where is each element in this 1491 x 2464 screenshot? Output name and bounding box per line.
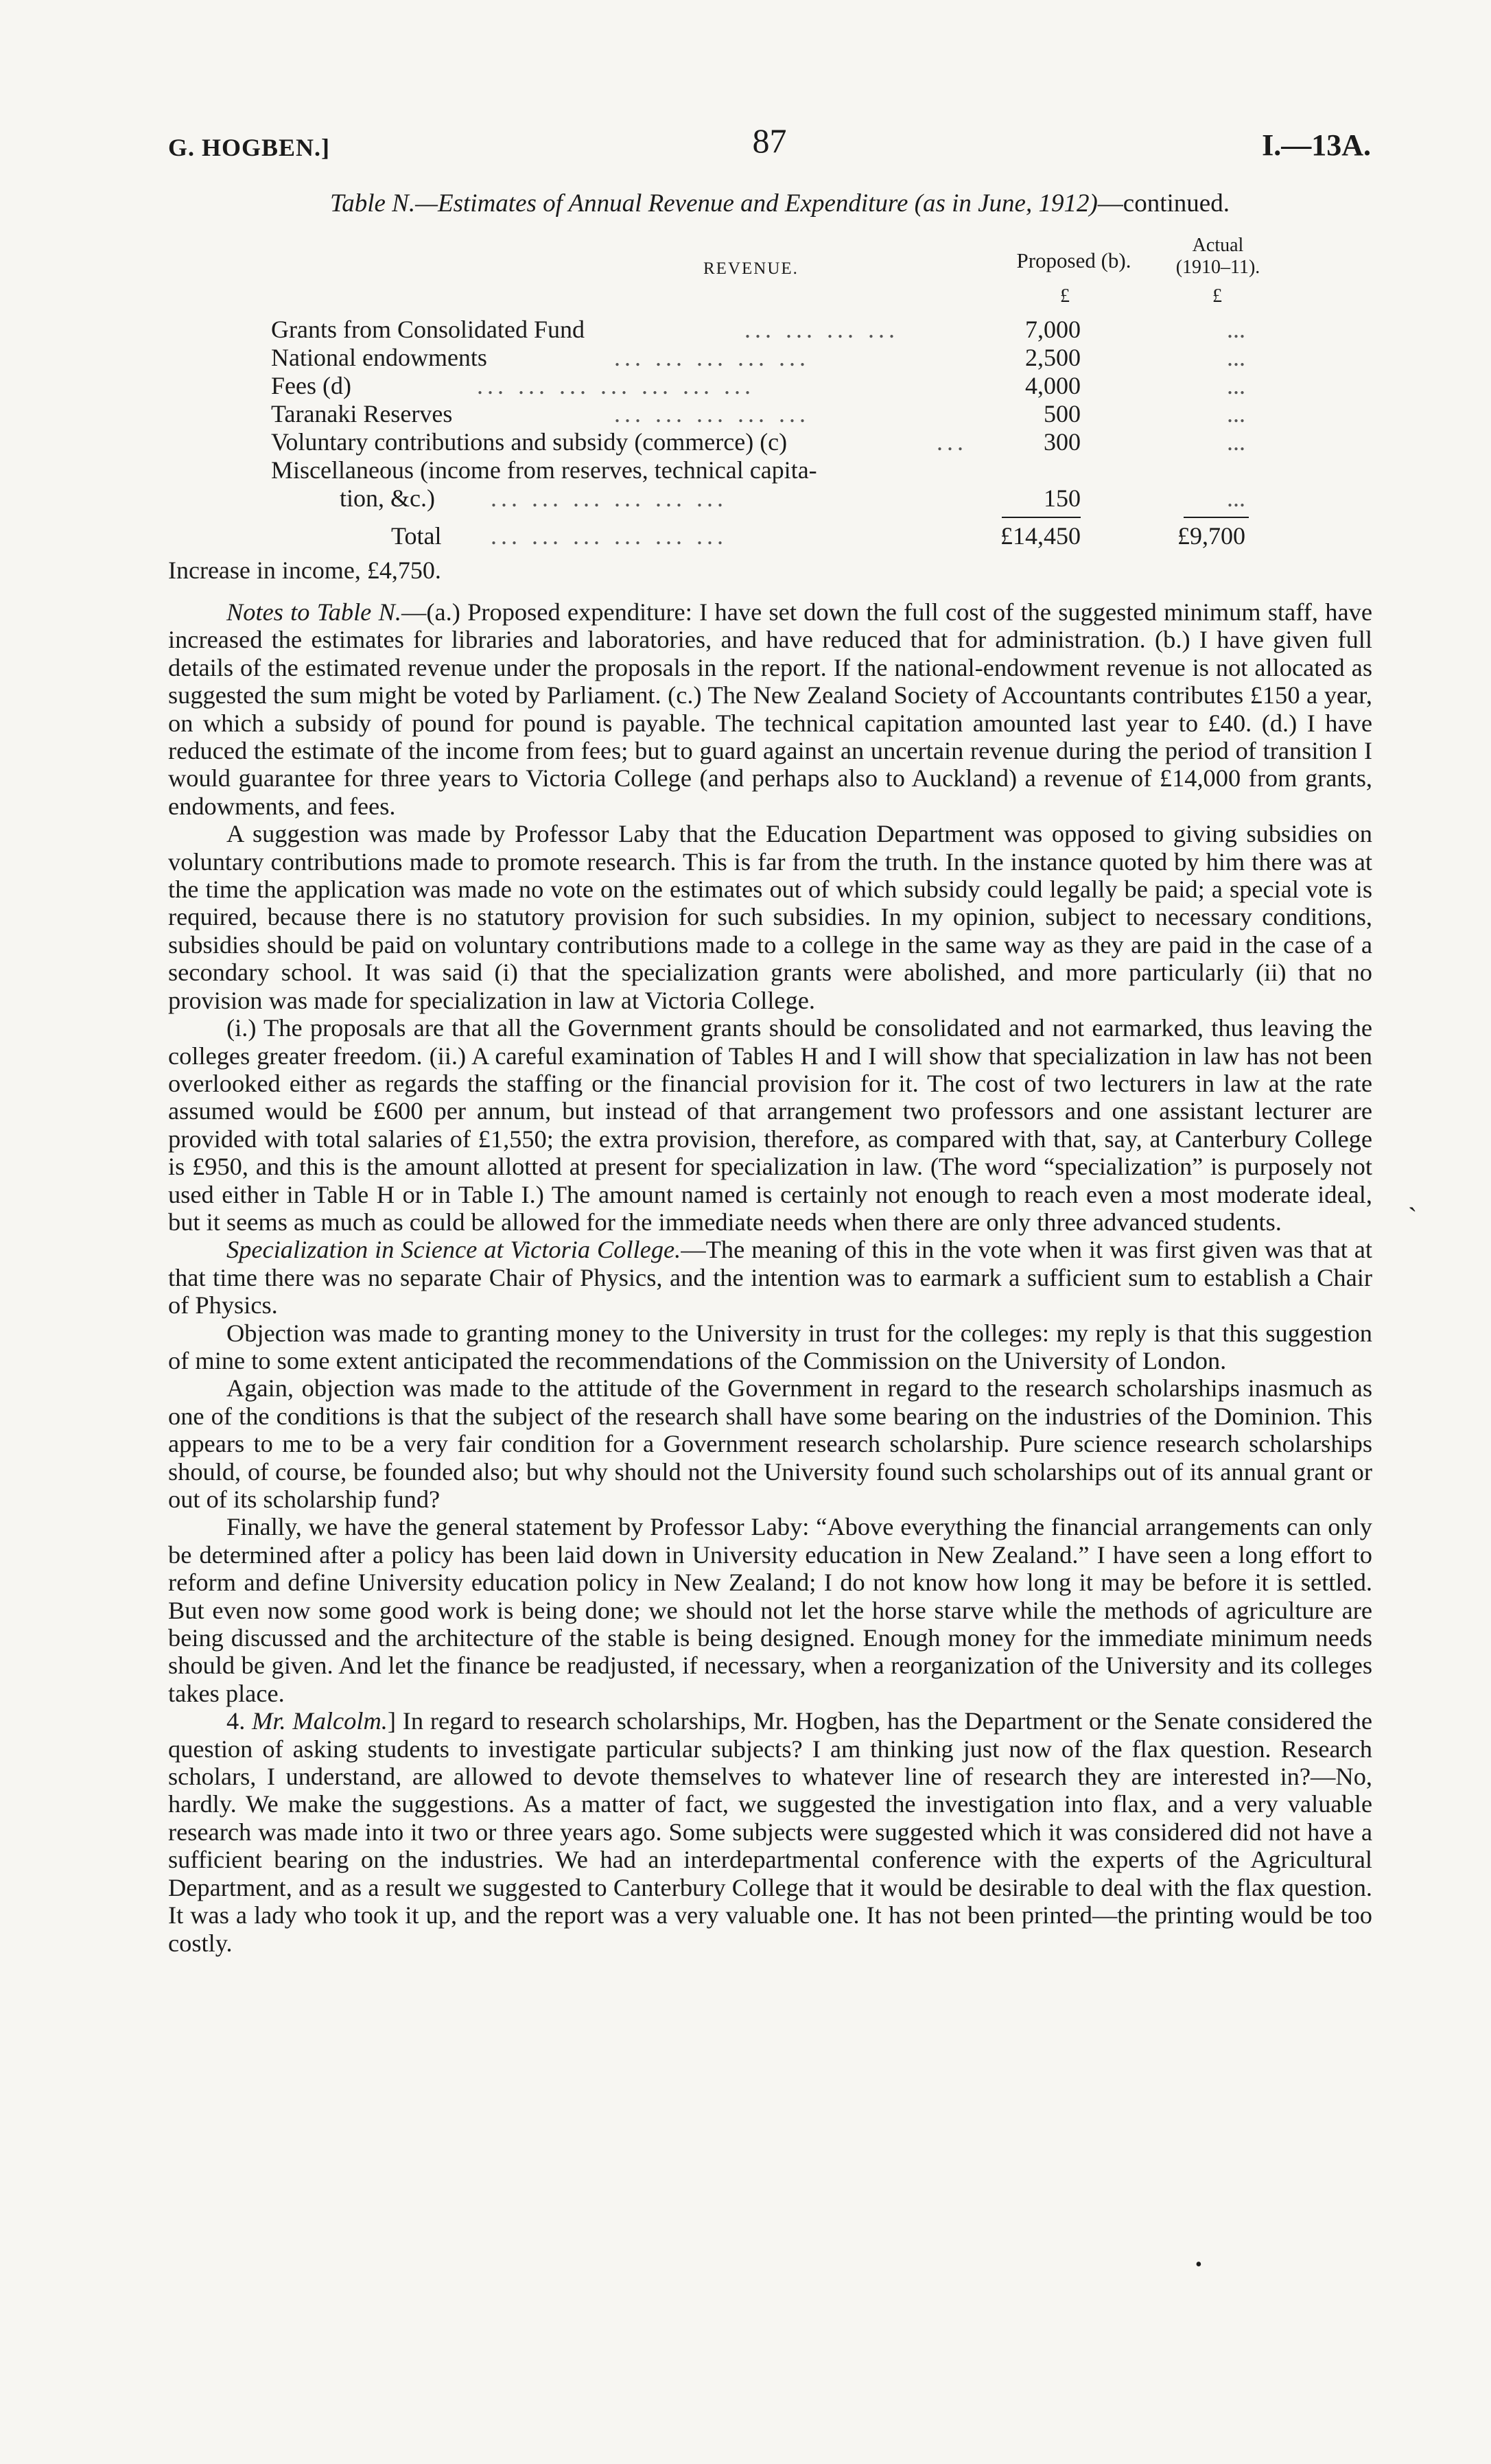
row-proposed: 500 bbox=[1044, 400, 1081, 427]
row-proposed: 2,500 bbox=[1025, 344, 1081, 371]
document-reference: I.—13A. bbox=[1262, 128, 1371, 162]
column-header-actual bbox=[1142, 235, 1293, 279]
leader-dots: ... ... ... ... ... ... ... bbox=[477, 372, 755, 399]
total-row bbox=[271, 522, 1293, 550]
total-label: Total bbox=[391, 522, 442, 550]
misc-actual: ... bbox=[1227, 484, 1245, 512]
total-actual: £9,700 bbox=[1177, 522, 1245, 550]
misc-proposed: 150 bbox=[1044, 484, 1081, 512]
paragraph: Again, objection was made to the attitude of the Government in regard to the research scholarships inasmuch as one of the conditions is that the subject of the research shall have some bearing on the industries of the Dominion. This appears to me to be a very fair condition for a Government research scholarship. Pure science research scholarships should, of course, be founded also; but why should not the University found such scholarships out of its annual grant or out of its scholarship fund? bbox=[168, 1374, 1372, 1513]
column-header-actual-line1: Actual bbox=[1192, 235, 1244, 256]
total-rules bbox=[271, 513, 1293, 522]
table-row bbox=[271, 484, 1293, 513]
row-label: Fees (d) bbox=[271, 372, 351, 399]
science-paragraph bbox=[168, 1236, 1372, 1319]
row-actual: ... bbox=[1227, 400, 1245, 427]
malcolm-text: ] In regard to research scholarships, Mr. Hogben, has the Department or the Senate considered the question of asking students to investigate particular subjects? I am thinking just now of the flax question. Research scholars, I understand, are allowed to devote themselves to whatever line of research they are interested in?—No, hardly. We make the suggestions. As a matter of fact, we suggested the investigation into flax, and a very valuable research was made into it two or three years ago. Some subjects were suggested which it was considered did not have a sufficient bearing on the industries. We had an interdepartmental conference with the experts of the Agricultural Department, and as a result we suggested to Canterbury College that it would be desirable to deal with the flax question. It was a lady who took it up, and the report was a very valuable one. It has not been printed—the printing would be too costly. bbox=[168, 1707, 1372, 1957]
leader-dots: ... ... ... ... ... bbox=[614, 400, 810, 427]
income-increase: Increase in income, £4,750. bbox=[168, 556, 441, 584]
malcolm-paragraph bbox=[168, 1707, 1372, 1957]
body-text bbox=[168, 598, 1372, 2286]
row-proposed: 7,000 bbox=[1025, 316, 1081, 343]
row-label: Grants from Consolidated Fund bbox=[271, 316, 585, 343]
paragraph: Objection was made to granting money to the University in trust for the colleges: my reply is that this suggestion of mine to some extent anticipated the recommendations of the Commission on the University of London. bbox=[168, 1319, 1372, 1374]
row-label: Taranaki Reserves bbox=[271, 400, 453, 427]
table-row bbox=[271, 316, 1293, 344]
table-row bbox=[271, 428, 1293, 456]
leader-dots: ... bbox=[937, 428, 967, 456]
notes-heading: Notes to Table N. bbox=[226, 598, 402, 626]
stray-dot-icon: • bbox=[1195, 2254, 1202, 2275]
column-header-proposed: Proposed (b). bbox=[1016, 248, 1131, 272]
header-author: G. HOGBEN.] bbox=[168, 134, 331, 161]
table-row bbox=[271, 400, 1293, 428]
row-actual: ... bbox=[1227, 372, 1245, 399]
unit-proposed: £ bbox=[1060, 285, 1070, 307]
column-header-actual-line2: (1910–11). bbox=[1175, 257, 1260, 278]
margin-mark-icon: ˏ bbox=[1408, 1181, 1418, 1212]
misc-row-label-line2: tion, &c.) bbox=[340, 484, 435, 512]
table-row bbox=[271, 372, 1293, 400]
notes-text: —(a.) Proposed expenditure: I have set down the full cost of the suggested minimum staff, have increased the estimates for libraries and laboratories, and have reduced that for administration. (b.) I have given full details of the estimated revenue under the proposals in the report. If the national-endowment revenue is not allocated as suggested the sum might be voted by Parliament. (c.) The New Zealand Society of Accountants contributes £150 a year, on which a subsidy of pound for pound is payable. The technical capitation amounted last year to £40. (d.) I have reduced the estimate of the income from fees; but to guard against an uncertain revenue during the period of transition I would guarantee for three years to Victoria College (and perhaps also to Auckland) a revenue of £14,000 from grants, endowments, and fees. bbox=[168, 598, 1372, 820]
row-proposed: 300 bbox=[1044, 428, 1081, 456]
paragraph: Finally, we have the general statement by Professor Laby: “Above everything the financial arrangements can only be determined after a policy has been laid down in University education in New Zealand.” I have seen a long effort to reform and define University education policy in New Zealand; I do not know how long it may be before it is settled. But even now some good work is being done; we should not let the horse starve while the methods of agriculture are being discussed and the architecture of the stable is being designed. Enough money for the immediate minimum needs should be given. And let the finance be readjusted, if necessary, when a reorganization of the University and its colleges takes place. bbox=[168, 1513, 1372, 1707]
table-caption-suffix: —continued. bbox=[1097, 189, 1230, 218]
science-heading: Specialization in Science at Victoria College. bbox=[226, 1236, 681, 1264]
row-proposed: 4,000 bbox=[1025, 372, 1081, 399]
revenue-section-label: REVENUE. bbox=[703, 259, 799, 278]
speaker-name: Mr. Malcolm. bbox=[252, 1707, 388, 1735]
row-actual: ... bbox=[1227, 344, 1245, 371]
paragraph: (i.) The proposals are that all the Government grants should be consolidated and not earmarked, thus leaving the colleges greater freedom. (ii.) A careful examination of Tables H and I will show that specialization in law has not been overlooked either as regards the staffing or the financial provision for it. The cost of two lecturers in law at the rate assumed would be £600 per annum, but instead of that arrangement two professors and one assistant lecturer are provided with total salaries of £1,550; the extra provision, therefore, as compared with that, say, at Canterbury College is £950, and this is the amount allotted at present for specialization in law. (The word “specialization” is purposely not used either in Table H or in Table I.) The amount named is certainly not enough to reach even a most moderate ideal, but it seems as much as could be allowed for the immediate needs when there are only three advanced students. bbox=[168, 1014, 1372, 1236]
total-proposed: £14,450 bbox=[1000, 522, 1081, 550]
table-caption bbox=[206, 189, 1354, 218]
table-row bbox=[271, 344, 1293, 372]
row-label: Voluntary contributions and subsidy (commerce) (c) bbox=[271, 428, 788, 456]
misc-row-label-line1: Miscellaneous (income from reserves, technical capita- bbox=[271, 456, 817, 484]
revenue-table bbox=[271, 226, 1293, 550]
question-number: 4. bbox=[226, 1707, 253, 1735]
row-label: National endowments bbox=[271, 344, 487, 371]
leader-dots: ... ... ... ... ... ... bbox=[491, 484, 727, 512]
unit-actual: £ bbox=[1212, 285, 1222, 307]
row-actual: ... bbox=[1227, 428, 1245, 456]
leader-dots: ... ... ... ... ... ... bbox=[491, 522, 727, 550]
row-actual: ... bbox=[1227, 316, 1245, 343]
total-rule-actual bbox=[1184, 517, 1249, 518]
table-caption-title: Table N.—Estimates of Annual Revenue and Expenditure (as in June, 1912) bbox=[330, 189, 1098, 218]
revenue-table-header bbox=[271, 226, 1293, 316]
table-row bbox=[271, 456, 1293, 484]
total-rule-proposed bbox=[1002, 517, 1081, 518]
page-header bbox=[168, 121, 1371, 169]
notes-paragraph bbox=[168, 598, 1372, 820]
science-text: —The meaning of this in the vote when it was first given was that at that time there was no separate Chair of Physics, and the intention was to earmark a sufficient sum to establish a Chair of Physics. bbox=[168, 1236, 1372, 1319]
leader-dots: ... ... ... ... ... bbox=[614, 344, 810, 371]
paragraph: A suggestion was made by Professor Laby that the Education Department was opposed to giving subsidies on voluntary contributions made to promote research. This is far from the truth. In the instance quoted by him there was at the time the application was made no vote on the estimates out of which subsidy could legally be paid; a special vote is required, because there is no statutory provision for such subsidies. In my opinion, subject to necessary conditions, subsidies should be paid on voluntary contributions made to a college in the same way as they are paid in the case of a secondary school. It was said (i) that the specialization grants were abolished, and more particularly (ii) that no provision was made for specialization in law at Victoria College. bbox=[168, 820, 1372, 1014]
page-number: 87 bbox=[752, 121, 787, 160]
leader-dots: ... ... ... ... bbox=[744, 316, 899, 343]
